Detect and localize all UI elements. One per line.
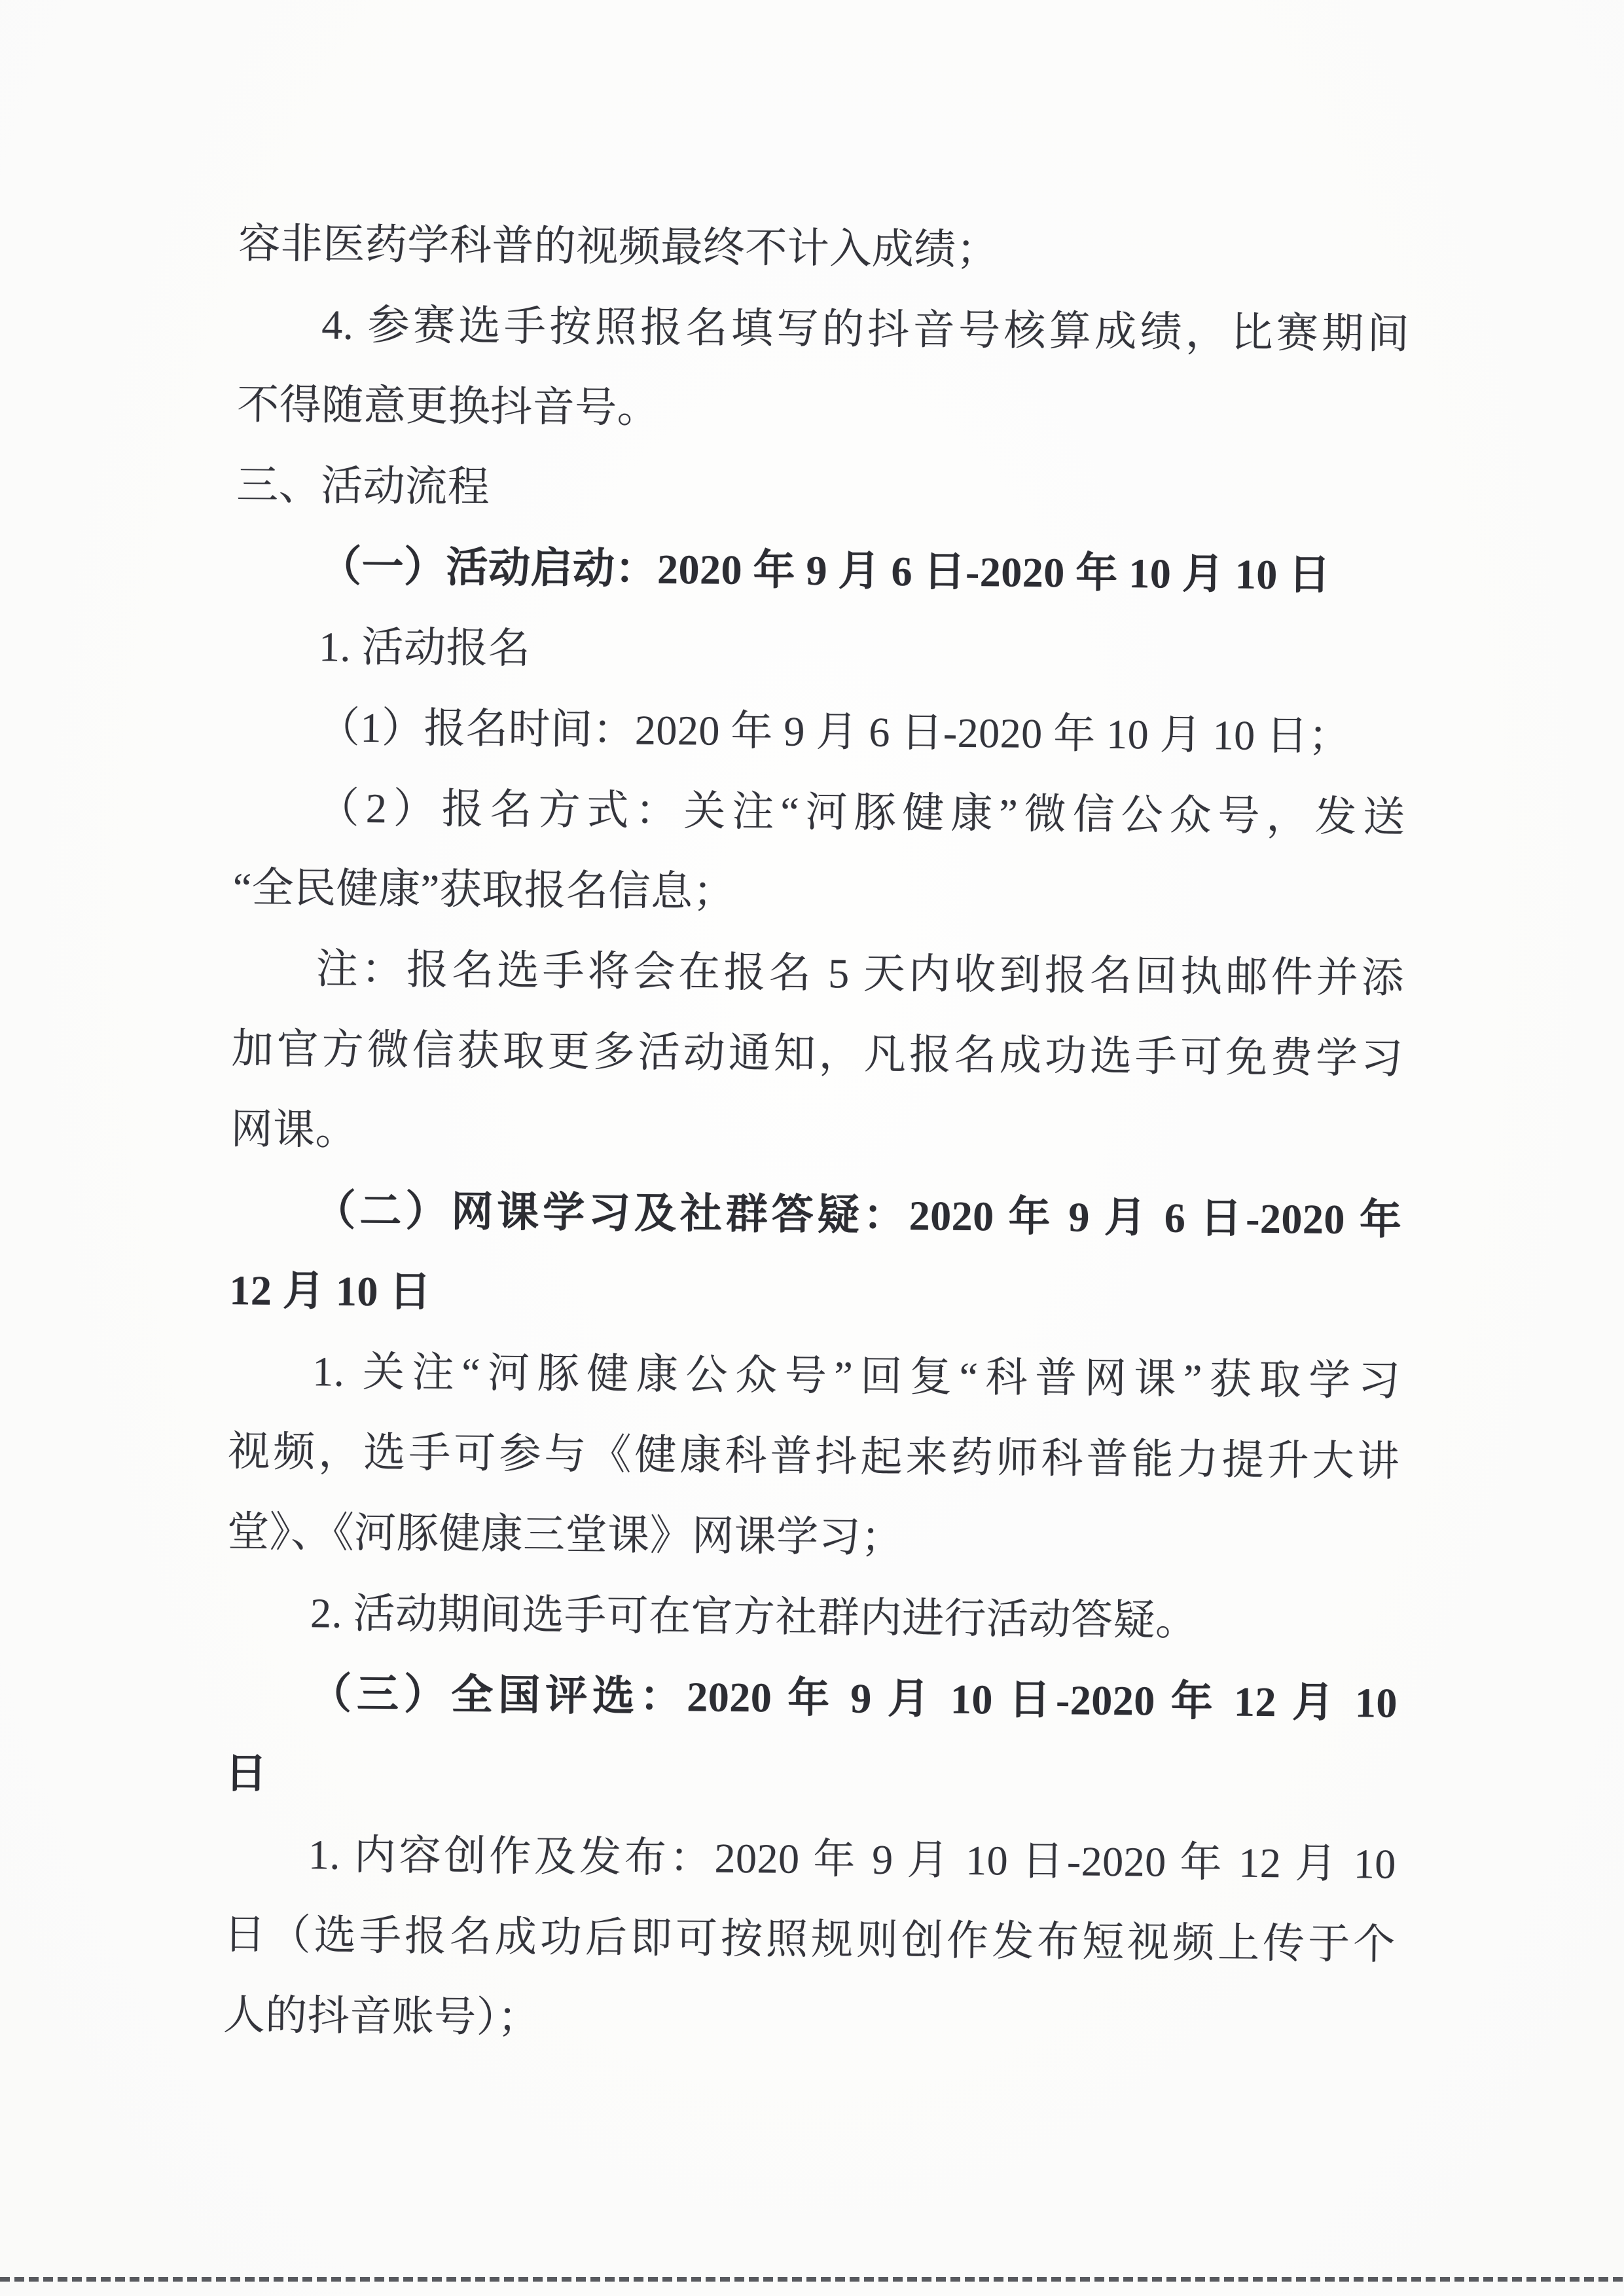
body-text-line: 4. 参赛选手按照报名填写的抖音号核算成绩，比赛期间: [321, 301, 1410, 357]
body-text-line: 容非医药学科普的视频最终不计入成绩；: [238, 220, 999, 274]
body-text-line: 不得随意更换抖音号。: [236, 381, 660, 431]
body-text-line: 加官方微信获取更多活动通知，凡报名成功选手可免费学习: [231, 1025, 1403, 1082]
body-text-line: 网课。: [230, 1106, 358, 1154]
section-heading: 三、活动流程: [236, 462, 490, 511]
body-text-line: “全民健康”获取报名信息；: [232, 864, 736, 915]
stage-2-heading-line: （二）网课学习及社群答疑：2020 年 9 月 6 日-2020 年: [314, 1187, 1402, 1243]
stage-3-heading-line: 日: [225, 1750, 268, 1797]
stage-1-heading-line: （一）活动启动：2020 年 9 月 6 日-2020 年 10 月 10 日: [319, 543, 1331, 598]
body-text-line: 注：报名选手将会在报名 5 天内收到报名回执邮件并添: [316, 945, 1404, 1002]
body-text-line: 视频，选手可参与《健康科普抖起来药师科普能力提升大讲: [227, 1428, 1400, 1485]
body-text-line: 堂》、《河豚健康三堂课》网课学习；: [226, 1508, 903, 1561]
scan-artifact-dashes: [0, 2277, 1624, 2282]
stage-2-heading-line: 12 月 10 日: [229, 1267, 432, 1315]
body-text-line: 1. 活动报名: [318, 623, 531, 672]
body-text-line: 日（选手报名成功后即可按照规则创作发布短视频上传于个: [223, 1911, 1396, 1968]
text-block: [223, 203, 1411, 2066]
body-text-line: （1）报名时间：2020 年 9 月 6 日-2020 年 10 月 10 日；: [317, 704, 1351, 760]
body-text-line: 1. 内容创作及发布：2020 年 9 月 10 日-2020 年 12 月 10: [308, 1831, 1397, 1887]
stage-3-heading-line: （三）全国评选：2020 年 9 月 10 日-2020 年 12 月 10: [309, 1670, 1398, 1726]
body-text-line: 1. 关注“河豚健康公众号”回复“科普网课”获取学习: [312, 1348, 1401, 1404]
body-text-line: （2）报名方式：关注“河豚健康”微信公众号，发送: [317, 784, 1406, 841]
body-text-line: 2. 活动期间选手可在官方社群内进行活动答疑。: [310, 1590, 1198, 1645]
body-text-line: 人的抖音账号）；: [223, 1992, 541, 2041]
